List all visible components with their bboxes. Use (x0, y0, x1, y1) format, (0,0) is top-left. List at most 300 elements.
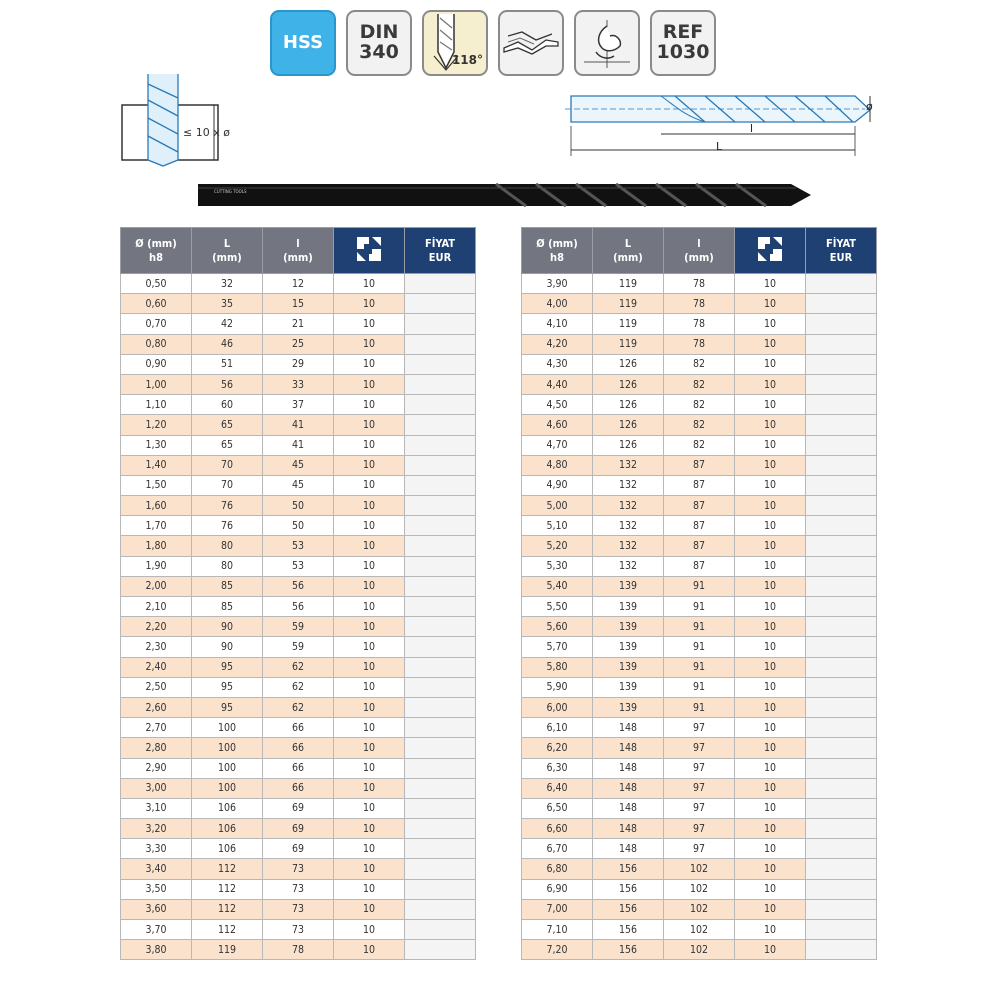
length-cell: 139 (593, 576, 664, 596)
ref-label: REF 1030 (656, 21, 710, 63)
price-cell[interactable] (806, 597, 877, 617)
flute-length-cell: 12 (263, 274, 334, 294)
flute-length-cell: 45 (263, 455, 334, 475)
price-cell[interactable] (405, 415, 476, 435)
flute-length-cell: 91 (664, 597, 735, 617)
table-row (121, 536, 476, 556)
table-row (121, 778, 476, 798)
price-cell[interactable] (806, 455, 877, 475)
table-row (121, 617, 476, 637)
diameter-cell: 2,10 (121, 597, 192, 617)
col-price: FİYAT EUR (806, 228, 877, 274)
length-cell: 112 (192, 899, 263, 919)
table-row (522, 899, 877, 919)
diameter-cell: 5,10 (522, 516, 593, 536)
length-cell: 156 (593, 940, 664, 960)
price-cell[interactable] (806, 314, 877, 334)
diameter-cell: 2,80 (121, 738, 192, 758)
pack-qty-cell: 10 (735, 496, 806, 516)
diameter-cell: 3,40 (121, 859, 192, 879)
price-cell[interactable] (405, 899, 476, 919)
pack-qty-cell: 10 (334, 274, 405, 294)
diameter-cell: 1,00 (121, 374, 192, 394)
flute-length-cell: 97 (664, 738, 735, 758)
price-cell[interactable] (405, 597, 476, 617)
diameter-cell: 3,50 (121, 879, 192, 899)
pack-qty-cell: 10 (735, 819, 806, 839)
length-cell: 80 (192, 536, 263, 556)
flute-length-cell: 33 (263, 374, 334, 394)
diameter-cell: 1,30 (121, 435, 192, 455)
flute-length-cell: 41 (263, 435, 334, 455)
diameter-cell: 3,70 (121, 920, 192, 940)
diameter-cell: 2,20 (121, 617, 192, 637)
pack-qty-cell: 10 (735, 920, 806, 940)
flute-profile-icon (574, 10, 640, 76)
length-cell: 70 (192, 475, 263, 495)
price-cell[interactable] (405, 475, 476, 495)
pack-qty-cell: 10 (334, 455, 405, 475)
diameter-cell: 1,80 (121, 536, 192, 556)
table-row (522, 435, 877, 455)
pack-qty-cell: 10 (735, 435, 806, 455)
table-row (121, 395, 476, 415)
price-cell[interactable] (405, 354, 476, 374)
length-cell: 76 (192, 496, 263, 516)
flute-length-cell: 69 (263, 839, 334, 859)
pack-qty-cell: 10 (735, 354, 806, 374)
table-row (121, 496, 476, 516)
pack-qty-cell: 10 (334, 899, 405, 919)
flute-length-cell: 102 (664, 859, 735, 879)
price-cell[interactable] (806, 758, 877, 778)
price-cell[interactable] (806, 374, 877, 394)
drill-dimension-diagram (565, 86, 885, 160)
length-cell: 148 (593, 738, 664, 758)
table-row (121, 274, 476, 294)
pack-qty-cell: 10 (735, 576, 806, 596)
price-cell[interactable] (806, 677, 877, 697)
table-row (522, 314, 877, 334)
price-cell[interactable] (405, 879, 476, 899)
price-cell[interactable] (806, 637, 877, 657)
length-cell: 100 (192, 758, 263, 778)
din-badge (346, 10, 412, 76)
price-cell[interactable] (405, 314, 476, 334)
diameter-cell: 7,20 (522, 940, 593, 960)
diameter-cell: 5,00 (522, 496, 593, 516)
length-cell: 90 (192, 637, 263, 657)
table-row (522, 597, 877, 617)
price-cell[interactable] (405, 455, 476, 475)
length-cell: 156 (593, 899, 664, 919)
diameter-cell: 5,80 (522, 657, 593, 677)
length-cell: 139 (593, 657, 664, 677)
table-row (121, 859, 476, 879)
table-row (522, 940, 877, 960)
price-cell[interactable] (405, 294, 476, 314)
din-label: DIN 340 (359, 21, 399, 63)
price-cell[interactable] (806, 415, 877, 435)
table-row (522, 738, 877, 758)
diameter-cell: 2,00 (121, 576, 192, 596)
length-cell: 51 (192, 354, 263, 374)
price-cell[interactable] (405, 940, 476, 960)
col-flute-length: l (mm) (263, 228, 334, 274)
price-cell[interactable] (405, 435, 476, 455)
price-cell[interactable] (806, 859, 877, 879)
pack-qty-cell: 10 (735, 778, 806, 798)
flute-length-cell: 37 (263, 395, 334, 415)
length-cell: 119 (192, 940, 263, 960)
table-row (522, 294, 877, 314)
pack-qty-cell: 10 (334, 475, 405, 495)
table-row (522, 617, 877, 637)
diameter-cell: 0,50 (121, 274, 192, 294)
price-cell[interactable] (405, 334, 476, 354)
diameter-cell: 4,30 (522, 354, 593, 374)
length-cell: 139 (593, 637, 664, 657)
price-cell[interactable] (405, 576, 476, 596)
length-cell: 119 (593, 274, 664, 294)
length-cell: 156 (593, 859, 664, 879)
diameter-cell: 3,90 (522, 274, 593, 294)
table-row (522, 455, 877, 475)
table-row (522, 637, 877, 657)
pack-qty-cell: 10 (735, 536, 806, 556)
price-cell[interactable] (806, 354, 877, 374)
price-cell[interactable] (806, 496, 877, 516)
table-row (121, 415, 476, 435)
pack-qty-cell: 10 (334, 314, 405, 334)
diameter-cell: 4,00 (522, 294, 593, 314)
flute-length-cell: 66 (263, 718, 334, 738)
length-cell: 139 (593, 617, 664, 637)
pack-qty-cell: 10 (735, 374, 806, 394)
pack-qty-cell: 10 (334, 576, 405, 596)
length-cell: 139 (593, 697, 664, 717)
pack-qty-cell: 10 (735, 314, 806, 334)
spec-table-left (120, 227, 476, 960)
price-cell[interactable] (405, 738, 476, 758)
diameter-cell: 3,30 (121, 839, 192, 859)
length-cell: 126 (593, 374, 664, 394)
flute-length-cell: 102 (664, 920, 735, 940)
price-cell[interactable] (405, 697, 476, 717)
table-row (121, 798, 476, 818)
length-cell: 148 (593, 778, 664, 798)
price-cell[interactable] (806, 798, 877, 818)
price-cell[interactable] (806, 536, 877, 556)
table-row (522, 334, 877, 354)
diameter-cell: 5,70 (522, 637, 593, 657)
pack-qty-cell: 10 (735, 899, 806, 919)
price-cell[interactable] (806, 778, 877, 798)
diameter-cell: 6,70 (522, 839, 593, 859)
length-cell: 148 (593, 798, 664, 818)
pack-qty-cell: 10 (334, 920, 405, 940)
feature-badges (270, 10, 716, 76)
pack-qty-cell: 10 (735, 455, 806, 475)
length-cell: 119 (593, 294, 664, 314)
table-row (522, 839, 877, 859)
table-row (121, 738, 476, 758)
flute-length-cell: 15 (263, 294, 334, 314)
price-cell[interactable] (806, 920, 877, 940)
pack-qty-cell: 10 (334, 556, 405, 576)
table-row (121, 697, 476, 717)
twist-drill-icon (498, 10, 564, 76)
diameter-cell: 4,80 (522, 455, 593, 475)
length-cell: 126 (593, 354, 664, 374)
diameter-cell: 5,30 (522, 556, 593, 576)
pack-qty-cell: 10 (735, 657, 806, 677)
price-cell[interactable] (405, 556, 476, 576)
length-cell: 139 (593, 597, 664, 617)
pack-qty-cell: 10 (735, 597, 806, 617)
flute-length-cell: 102 (664, 899, 735, 919)
length-cell: 156 (593, 920, 664, 940)
table-row (522, 374, 877, 394)
flute-length-cell: 87 (664, 536, 735, 556)
price-cell[interactable] (806, 576, 877, 596)
pack-qty-cell: 10 (334, 617, 405, 637)
pack-qty-cell: 10 (735, 415, 806, 435)
col-price: FİYAT EUR (405, 228, 476, 274)
table-row (522, 536, 877, 556)
diameter-cell: 0,80 (121, 334, 192, 354)
diameter-cell: 5,20 (522, 536, 593, 556)
pack-qty-cell: 10 (735, 940, 806, 960)
flute-length-cell: 59 (263, 617, 334, 637)
angle-label: 118° (451, 53, 483, 68)
flute-length-cell: 97 (664, 718, 735, 738)
price-cell[interactable] (405, 657, 476, 677)
length-cell: 126 (593, 435, 664, 455)
table-row (121, 899, 476, 919)
length-cell: 132 (593, 556, 664, 576)
price-cell[interactable] (405, 496, 476, 516)
table-row (121, 657, 476, 677)
pack-qty-cell: 10 (735, 839, 806, 859)
table-row (522, 677, 877, 697)
table-row (522, 697, 877, 717)
length-cell: 148 (593, 718, 664, 738)
price-cell[interactable] (405, 798, 476, 818)
price-cell[interactable] (806, 556, 877, 576)
price-cell[interactable] (806, 274, 877, 294)
price-cell[interactable] (405, 859, 476, 879)
price-cell[interactable] (806, 738, 877, 758)
col-length: L (mm) (192, 228, 263, 274)
length-cell: 100 (192, 738, 263, 758)
diameter-cell: 3,60 (121, 899, 192, 919)
price-cell[interactable] (405, 395, 476, 415)
length-cell: 119 (593, 314, 664, 334)
length-cell: 65 (192, 415, 263, 435)
pack-qty-cell: 10 (334, 758, 405, 778)
price-cell[interactable] (405, 819, 476, 839)
table-row (121, 455, 476, 475)
pack-qty-cell: 10 (334, 819, 405, 839)
pack-qty-cell: 10 (334, 697, 405, 717)
diameter-cell: 4,70 (522, 435, 593, 455)
pack-qty-cell: 10 (334, 637, 405, 657)
price-cell[interactable] (405, 536, 476, 556)
price-cell[interactable] (806, 839, 877, 859)
price-cell[interactable] (806, 516, 877, 536)
table-row (121, 354, 476, 374)
pack-qty-cell: 10 (334, 294, 405, 314)
pack-qty-cell: 10 (735, 738, 806, 758)
length-cell: 112 (192, 920, 263, 940)
dia-dim-label: ø (866, 100, 873, 113)
price-cell[interactable] (405, 374, 476, 394)
pack-qty-cell: 10 (334, 839, 405, 859)
flute-length-cell: 66 (263, 738, 334, 758)
length-cell: 95 (192, 677, 263, 697)
flute-length-cell: 62 (263, 697, 334, 717)
length-cell: 132 (593, 536, 664, 556)
flute-length-cell: 87 (664, 516, 735, 536)
price-cell[interactable] (405, 617, 476, 637)
pack-qty-cell: 10 (735, 334, 806, 354)
diameter-cell: 0,90 (121, 354, 192, 374)
price-cell[interactable] (806, 879, 877, 899)
diameter-cell: 5,90 (522, 677, 593, 697)
hss-label: HSS (282, 31, 324, 53)
flute-length-cell: 97 (664, 819, 735, 839)
price-cell[interactable] (806, 334, 877, 354)
diameter-cell: 2,60 (121, 697, 192, 717)
diameter-cell: 6,10 (522, 718, 593, 738)
price-cell[interactable] (405, 677, 476, 697)
diameter-cell: 1,10 (121, 395, 192, 415)
price-cell[interactable] (806, 475, 877, 495)
pack-qty-cell: 10 (735, 395, 806, 415)
length-cell: 85 (192, 597, 263, 617)
flute-length-cell: 82 (664, 354, 735, 374)
price-cell[interactable] (806, 899, 877, 919)
pack-qty-cell: 10 (334, 354, 405, 374)
flute-length-cell: 91 (664, 637, 735, 657)
flute-length-cell: 102 (664, 879, 735, 899)
flute-length-cell: 97 (664, 778, 735, 798)
price-cell[interactable] (806, 718, 877, 738)
flute-length-cell: 73 (263, 879, 334, 899)
pack-qty-cell: 10 (735, 637, 806, 657)
diameter-cell: 1,90 (121, 556, 192, 576)
price-cell[interactable] (806, 617, 877, 637)
flute-length-cell: 87 (664, 556, 735, 576)
pack-qty-cell: 10 (334, 879, 405, 899)
pack-qty-cell: 10 (334, 677, 405, 697)
price-cell[interactable] (806, 819, 877, 839)
diameter-cell: 6,80 (522, 859, 593, 879)
length-cell: 76 (192, 516, 263, 536)
package-quantity-icon (735, 228, 806, 274)
diameter-cell: 4,50 (522, 395, 593, 415)
flute-length-cell: 78 (664, 314, 735, 334)
table-row (522, 718, 877, 738)
length-cell: 100 (192, 778, 263, 798)
diameter-cell: 6,60 (522, 819, 593, 839)
flute-length-cell: 50 (263, 496, 334, 516)
brand-name: IZAR (210, 176, 237, 187)
diameter-cell: 6,20 (522, 738, 593, 758)
diameter-cell: 5,40 (522, 576, 593, 596)
length-cell: 112 (192, 879, 263, 899)
diameter-cell: 3,10 (121, 798, 192, 818)
length-cell: 126 (593, 415, 664, 435)
price-cell[interactable] (806, 940, 877, 960)
pack-qty-cell: 10 (735, 758, 806, 778)
flute-length-cell: 50 (263, 516, 334, 536)
diameter-cell: 4,40 (522, 374, 593, 394)
package-quantity-icon (334, 228, 405, 274)
price-cell[interactable] (806, 657, 877, 677)
length-cell: 106 (192, 819, 263, 839)
length-cell: 85 (192, 576, 263, 596)
price-cell[interactable] (405, 637, 476, 657)
table-row (121, 576, 476, 596)
table-row (121, 718, 476, 738)
price-cell[interactable] (806, 395, 877, 415)
flute-length-cell: 87 (664, 455, 735, 475)
price-cell[interactable] (405, 778, 476, 798)
price-cell[interactable] (405, 274, 476, 294)
flute-length-cell: 87 (664, 475, 735, 495)
flute-length-cell: 91 (664, 697, 735, 717)
diameter-cell: 0,70 (121, 314, 192, 334)
diameter-cell: 5,60 (522, 617, 593, 637)
length-cell: 70 (192, 455, 263, 475)
flute-length-cell: 56 (263, 576, 334, 596)
flute-length-cell: 53 (263, 556, 334, 576)
pack-qty-cell: 10 (334, 536, 405, 556)
price-cell[interactable] (405, 758, 476, 778)
length-cell: 148 (593, 839, 664, 859)
diameter-cell: 1,20 (121, 415, 192, 435)
diameter-cell: 6,50 (522, 798, 593, 818)
table-row (121, 314, 476, 334)
flute-length-cell: 87 (664, 496, 735, 516)
table-row (121, 597, 476, 617)
flute-length-cell: 53 (263, 536, 334, 556)
spec-table-right (521, 227, 877, 960)
flute-length-cell: 82 (664, 395, 735, 415)
price-cell[interactable] (806, 294, 877, 314)
price-cell[interactable] (405, 920, 476, 940)
drilling-depth-diagram (118, 72, 238, 167)
price-cell[interactable] (405, 718, 476, 738)
flute-length-cell: 66 (263, 758, 334, 778)
price-cell[interactable] (806, 435, 877, 455)
table-row (522, 920, 877, 940)
pack-qty-cell: 10 (735, 697, 806, 717)
flute-length-cell: 69 (263, 819, 334, 839)
length-cell: 106 (192, 839, 263, 859)
flute-length-cell: 41 (263, 415, 334, 435)
table-row (522, 516, 877, 536)
price-cell[interactable] (405, 839, 476, 859)
diameter-cell: 1,40 (121, 455, 192, 475)
price-cell[interactable] (405, 516, 476, 536)
price-cell[interactable] (806, 697, 877, 717)
table-row (121, 839, 476, 859)
table-row (522, 496, 877, 516)
length-cell: 132 (593, 475, 664, 495)
